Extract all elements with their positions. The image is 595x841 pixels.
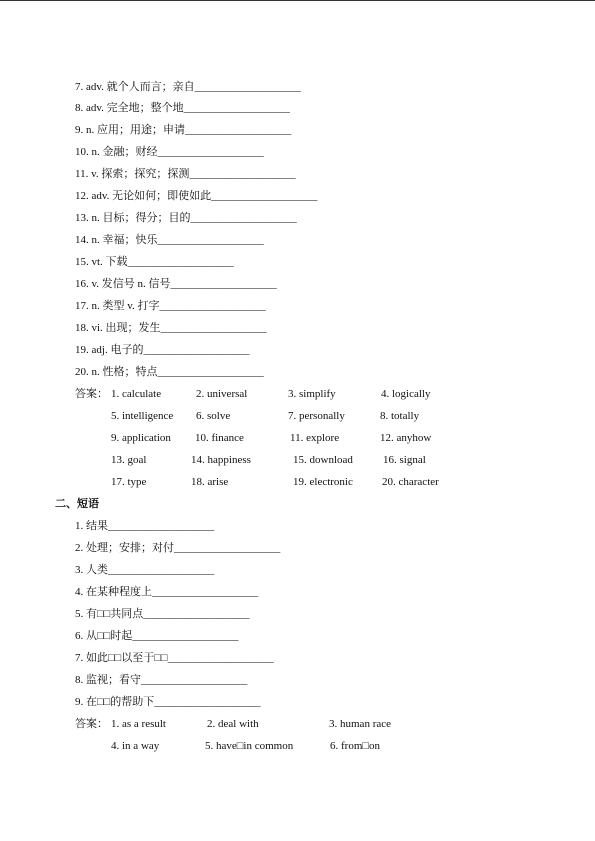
- vocab-item: [75, 80, 301, 94]
- phrase-item-blank: ____________________: [143, 608, 250, 620]
- phrase-item: [75, 695, 260, 709]
- phrase-item-label: 2. 处理；安排；对付: [75, 542, 174, 554]
- vocab-answer: 3. simplify: [288, 388, 336, 400]
- vocab-answer: 14. happiness: [191, 454, 251, 466]
- vocab-item: [75, 211, 297, 225]
- vocab-item-blank: ____________________: [157, 366, 264, 378]
- phrase-item-blank: ____________________: [154, 696, 261, 708]
- vocab-item-blank: ____________________: [189, 168, 296, 180]
- vocab-item: [75, 255, 234, 269]
- vocab-answer: 17. type: [111, 476, 147, 488]
- phrase-item: [75, 585, 258, 599]
- vocab-item-label: 19. adj. 电子的: [75, 344, 144, 356]
- phrase-item: [75, 563, 214, 577]
- vocab-answer: 12. anyhow: [380, 432, 432, 444]
- vocab-item-label: 7. adv. 就个人而言；亲自: [75, 81, 195, 93]
- phrase-answer: 6. from□on: [330, 740, 381, 752]
- vocab-answer: 16. signal: [383, 454, 426, 466]
- vocab-item-label: 12. adv. 无论如何；即使如此: [75, 190, 212, 202]
- vocab-answer: 11. explore: [290, 432, 340, 444]
- vocab-answer: 4. logically: [381, 388, 431, 400]
- phrase-answer: 1. as a result: [111, 718, 166, 730]
- vocab-answer: 18. arise: [191, 476, 229, 488]
- vocab-item-blank: ____________________: [160, 322, 267, 334]
- vocab-item: [75, 101, 290, 115]
- vocab-item: [75, 343, 249, 357]
- phrase-item-blank: ____________________: [141, 674, 248, 686]
- vocab-answer: 10. finance: [195, 432, 244, 444]
- page-top-rule: [0, 0, 595, 1]
- vocab-item: [75, 123, 291, 137]
- vocab-item: [75, 233, 264, 247]
- vocab-item-label: 11. v. 探索；探究；探测: [75, 168, 190, 180]
- phrase-item-label: 3. 人类: [75, 564, 108, 576]
- phrase-item-label: 6. 从□□时起: [75, 630, 133, 642]
- vocab-item-label: 17. n. 类型 v. 打字: [75, 300, 160, 312]
- vocab-item-label: 14. n. 幸福；快乐: [75, 234, 158, 246]
- phrase-item: [75, 519, 214, 533]
- phrase-item-label: 8. 监视；看守: [75, 674, 141, 686]
- vocab-answer: 9. application: [111, 432, 171, 444]
- phrase-item: [75, 673, 247, 687]
- phrase-item: [75, 607, 249, 621]
- vocab-item-blank: ____________________: [159, 300, 266, 312]
- vocab-item-blank: ____________________: [211, 190, 318, 202]
- vocab-item: [75, 189, 317, 203]
- phrase-item-blank: ____________________: [174, 542, 281, 554]
- phrase-item: [75, 629, 238, 643]
- vocab-item-blank: ____________________: [190, 212, 297, 224]
- phrase-answer: 3. human race: [329, 718, 391, 730]
- vocab-answer: 7. personally: [288, 410, 345, 422]
- phrase-item: [75, 541, 280, 555]
- phrase-item-blank: ____________________: [152, 586, 259, 598]
- phrase-item: [75, 651, 274, 665]
- vocab-item: [75, 167, 295, 181]
- vocab-item-label: 16. v. 发信号 n. 信号: [75, 278, 171, 290]
- phrase-item-blank: ____________________: [108, 520, 215, 532]
- vocab-item-blank: ____________________: [183, 102, 290, 114]
- phrase-item-blank: ____________________: [132, 630, 239, 642]
- vocab-item: [75, 145, 264, 159]
- vocab-item-blank: ____________________: [143, 344, 250, 356]
- vocab-item-label: 15. vt. 下载: [75, 256, 128, 268]
- vocab-answer: 1. calculate: [111, 388, 162, 400]
- vocab-answer: 5. intelligence: [111, 410, 174, 422]
- vocab-item-blank: ____________________: [185, 124, 292, 136]
- phrase-item-label: 1. 结果: [75, 520, 108, 532]
- vocab-item-label: 8. adv. 完全地；整个地: [75, 102, 184, 114]
- vocab-item-blank: ____________________: [127, 256, 234, 268]
- vocab-answer: 20. character: [382, 476, 439, 488]
- phrase-answer: 4. in a way: [111, 740, 160, 752]
- vocab-item: [75, 365, 264, 379]
- vocab-item-blank: ____________________: [157, 146, 264, 158]
- phrase-answer: 2. deal with: [207, 718, 259, 730]
- phrase-answers-prefix: 答案：: [75, 718, 108, 730]
- vocab-item: [75, 277, 277, 291]
- vocab-item-label: 10. n. 金融；财经: [75, 146, 158, 158]
- vocab-answers-prefix: 答案：: [75, 388, 108, 400]
- vocab-answer: 8. totally: [380, 410, 420, 422]
- section-title-phrases: 二、短语: [55, 498, 99, 510]
- phrase-item-label: 9. 在□□的帮助下: [75, 696, 155, 708]
- vocab-item: [75, 321, 267, 335]
- vocab-item: [75, 299, 266, 313]
- vocab-item-label: 18. vi. 出现；发生: [75, 322, 161, 334]
- phrase-answer: 5. have□in common: [205, 740, 294, 752]
- vocab-item-blank: ____________________: [157, 234, 264, 246]
- vocab-answer: 13. goal: [111, 454, 147, 466]
- vocab-answer: 6. solve: [196, 410, 231, 422]
- phrase-item-label: 5. 有□□共同点: [75, 608, 144, 620]
- vocab-item-label: 20. n. 性格；特点: [75, 366, 158, 378]
- phrase-item-label: 7. 如此□□以至于□□: [75, 652, 168, 664]
- vocab-answer: 19. electronic: [293, 476, 353, 488]
- phrase-item-blank: ____________________: [167, 652, 274, 664]
- phrase-item-blank: ____________________: [108, 564, 215, 576]
- vocab-item-label: 9. n. 应用；用途；申请: [75, 124, 185, 136]
- vocab-answer: 2. universal: [196, 388, 248, 400]
- vocab-item-label: 13. n. 目标；得分；目的: [75, 212, 191, 224]
- vocab-answer: 15. download: [293, 454, 353, 466]
- vocab-item-blank: ____________________: [194, 81, 301, 93]
- phrase-item-label: 4. 在某种程度上: [75, 586, 152, 598]
- vocab-item-blank: ____________________: [170, 278, 277, 290]
